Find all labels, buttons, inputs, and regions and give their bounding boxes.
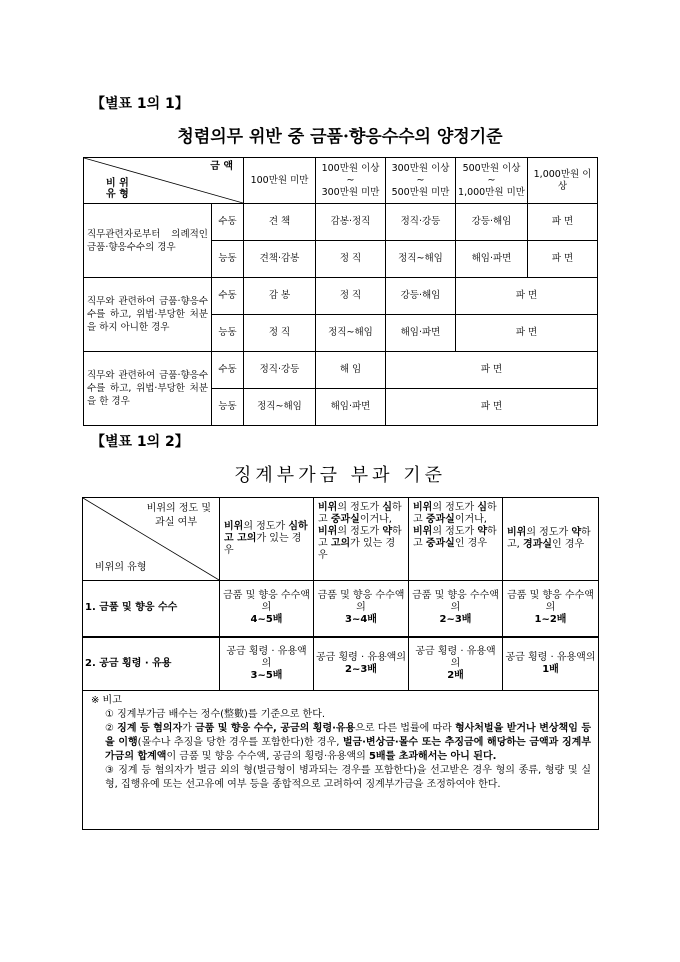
annex-1-1-heading: 【별표 1의 1】 [91, 96, 189, 112]
table-cell: 금품 및 향응 수수액의 2~3배 [409, 581, 503, 637]
table-cell: 감봉·정직 [316, 204, 386, 241]
row-label-gift: 1. 금품 및 향응 수수 [83, 581, 220, 637]
col-header: 1,000만원 이상 [528, 158, 598, 204]
table-cell: 감 봉 [244, 278, 316, 315]
table-cell: 공금 횡령 · 유용액의 3~5배 [220, 637, 314, 691]
corner-type-label-1: 비 위 [106, 178, 129, 189]
table-cell: 견책·감봉 [244, 241, 316, 278]
table-cell: 금품 및 향응 수수액의 3~4배 [314, 581, 409, 637]
table-cell: 정직·강등 [244, 352, 316, 389]
table-cell: 강등·해임 [456, 204, 528, 241]
corner-header [83, 498, 220, 581]
table-cell: 해임·파면 [456, 241, 528, 278]
discipline-criteria-table [83, 157, 598, 426]
col-header: 300만원 이상 ~ 500만원 미만 [386, 158, 456, 204]
table-cell: 견 책 [244, 204, 316, 241]
corner-amount-label: 금 액 [210, 161, 233, 172]
table-cell: 금품 및 향응 수수액의 1~2배 [503, 581, 599, 637]
notes [91, 694, 591, 792]
active-label: 능동 [212, 315, 244, 352]
table-cell: 정직~해임 [244, 389, 316, 426]
corner-type-label: 비위의 유형 [95, 562, 147, 573]
row-description: 직무와 관련하여 금품·향응수수를 하고, 위법·부당한 처분을 하지 아니한 경우 [84, 278, 212, 352]
table-cell: 파 면 [386, 352, 598, 389]
table-cell: 공금 횡령 · 유용액의 2배 [409, 637, 503, 691]
corner-type-label-2: 유 형 [106, 189, 129, 200]
annex-1-1-title: 청렴의무 위반 중 금품·향응수수의 양정기준 [177, 127, 503, 147]
note-1: ① 징계부가금 배수는 정수(整數)를 기준으로 한다. [105, 709, 326, 720]
table-cell: 정직~해임 [316, 315, 386, 352]
table-cell: 파 면 [528, 241, 598, 278]
table-cell: 정직·강등 [386, 204, 456, 241]
passive-label: 수동 [212, 278, 244, 315]
active-label: 능동 [212, 241, 244, 278]
col-header: 100만원 이상 ~ 300만원 미만 [316, 158, 386, 204]
table-cell: 해임·파면 [386, 315, 456, 352]
row-description: 직무와 관련하여 금품·향응수수를 하고, 위법·부당한 처분을 한 경우 [84, 352, 212, 426]
col-header: 100만원 미만 [244, 158, 316, 204]
table-cell: 강등·해임 [386, 278, 456, 315]
table-cell: 해임·파면 [316, 389, 386, 426]
table-cell: 정 직 [316, 278, 386, 315]
col-header: 비위의 정도가 심하고 중과실이거나, 비위의 정도가 약하고 고의가 있는 경우 [314, 498, 409, 581]
note-2: ② 징계 등 혐의자가 금품 및 향응 수수, 공금의 횡령·유용으로 다른 법률에 따라 형사처벌을 받거나 변상책임 등을 이행(몰수나 추징을 당한 경우를 포함한다)한 경우, 벌금·변상금·몰수 또는 추징금에 해당하는 금액과 징계부가금의 합계액이 금품 및 향응 수수액, 공금의 횡령·유용액의 5배를 초과해서는 아니 된다. [105, 723, 591, 762]
passive-label: 수동 [212, 352, 244, 389]
row-description: 직무관련자로부터 의례적인 금품·향응수수의 경우 [84, 204, 212, 278]
col-header: 비위의 정도가 약하고, 경과실인 경우 [503, 498, 599, 581]
table-cell: 정 직 [244, 315, 316, 352]
table-cell: 파 면 [456, 278, 598, 315]
table-cell: 파 면 [528, 204, 598, 241]
table-cell: 정 직 [316, 241, 386, 278]
table-cell: 공금 횡령 · 유용액의 2~3배 [314, 637, 409, 691]
table-cell: 금품 및 향응 수수액의 4~5배 [220, 581, 314, 637]
col-header: 비위의 정도가 심하고 고의가 있는 경우 [220, 498, 314, 581]
annex-1-2-heading: 【별표 1의 2】 [91, 434, 189, 450]
active-label: 능동 [212, 389, 244, 426]
table-cell: 공금 횡령 · 유용액의 1배 [503, 637, 599, 691]
corner-degree-label: 비위의 정도 및 [146, 503, 211, 514]
table-cell: 파 면 [456, 315, 598, 352]
col-header: 비위의 정도가 심하고 중과실이거나, 비위의 정도가 약하고 중과실인 경우 [409, 498, 503, 581]
table-cell: 파 면 [386, 389, 598, 426]
annex-1-2-title: 징계부가금 부과 기준 [234, 465, 446, 486]
note-3: ③ 징계 등 혐의자가 벌금 외의 형(벌금형이 병과되는 경우를 포함한다)을 선고받은 경우 형의 종류, 형량 및 실형, 집행유예 또는 선고유예 여부 등을 종합적으로 고려하여 징계부가금을 조정하여야 한다. [105, 765, 591, 790]
row-label-embezzlement: 2. 공금 횡령 · 유용 [83, 637, 220, 691]
corner-header [84, 158, 244, 204]
notes-heading: ※ 비고 [91, 695, 122, 706]
passive-label: 수동 [212, 204, 244, 241]
col-header: 500만원 이상 ~ 1,000만원 미만 [456, 158, 528, 204]
table-cell: 해 임 [316, 352, 386, 389]
table-cell: 정직~해임 [386, 241, 456, 278]
corner-fault-label: 과실 여부 [155, 517, 197, 528]
